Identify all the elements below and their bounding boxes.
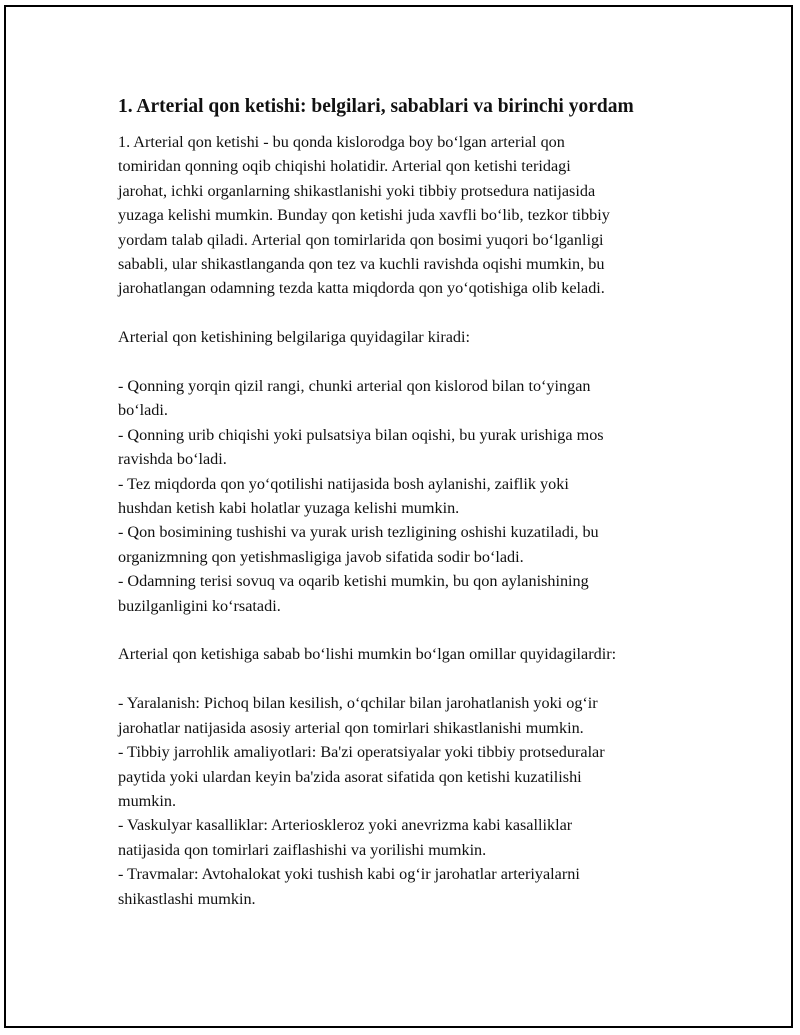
text-line: sababli, ular shikastlanganda qon tez va kuchli ravishda oqishi mumkin, bu [118,255,605,274]
list-item-line: bo‘ladi. [118,401,168,420]
list-item-line: - Yaralanish: Pichoq bilan kesilish, o‘qchilar bilan jarohatlanish yoki og‘ir [118,694,598,713]
list-item-line: - Qon bosimining tushishi va yurak urish tezligining oshishi kuzatiladi, bu [118,523,599,542]
signs-heading [118,325,700,349]
signs-list [118,374,700,618]
signs-heading-text: Arterial qon ketishining belgilariga quyidagilar kiradi: [118,328,470,347]
document-body [118,90,700,911]
list-item-line: organizmning qon yetishmasligiga javob sifatida sodir bo‘ladi. [118,547,524,566]
intro-paragraph [118,130,700,301]
list-item-line: mumkin. [118,791,177,810]
text-line: tomiridan qonning oqib chiqishi holatidir. Arterial qon ketishi teridagi [118,157,571,176]
list-item-line: - Qonning urib chiqishi yoki pulsatsiya bilan oqishi, bu yurak urishiga mos [118,425,604,444]
list-item-line: ravishda bo‘ladi. [118,450,227,469]
list-item-line: paytida yoki ulardan keyin ba'zida asorat sifatida qon ketishi kuzatilishi [118,767,582,786]
document-title: 1. Arterial qon ketishi: belgilari, sabablari va birinchi yordam [118,96,634,117]
list-item-line: hushdan ketish kabi holatlar yuzaga kelishi mumkin. [118,499,460,518]
list-item-line: - Vaskulyar kasalliklar: Arterioskleroz yoki anevrizma kabi kasalliklar [118,816,573,835]
list-item-line: jarohatlar natijasida asosiy arterial qon tomirlari shikastlanishi mumkin. [118,718,584,737]
causes-list [118,691,700,911]
list-item-line: - Odamning terisi sovuq va oqarib ketishi mumkin, bu qon aylanishining [118,572,589,591]
text-line: yuzaga kelishi mumkin. Bunday qon ketishi juda xavfli bo‘lib, tezkor tibbiy [118,206,610,225]
text-line: yordam talab qiladi. Arterial qon tomirlarida qon bosimi yuqori bo‘lganligi [118,230,604,249]
causes-heading-text: Arterial qon ketishiga sabab bo‘lishi mumkin bo‘lgan omillar quyidagilardir: [118,645,617,664]
text-line: jarohat, ichki organlarning shikastlanishi yoki tibbiy protsedura natijasida [118,181,596,200]
text-line: 1. Arterial qon ketishi - bu qonda kislorodga boy bo‘lgan arterial qon [118,133,565,151]
list-item-line: natijasida qon tomirlari zaiflashishi va yorilishi mumkin. [118,840,487,859]
causes-heading [118,642,700,666]
text-line: jarohatlangan odamning tezda katta miqdorda qon yo‘qotishiga olib keladi. [118,279,605,298]
list-item-line: - Qonning yorqin qizil rangi, chunki arterial qon kislorod bilan to‘yingan [118,377,591,396]
list-item-line: shikastlashi mumkin. [118,889,256,908]
list-item-line: - Tibbiy jarrohlik amaliyotlari: Ba'zi operatsiyalar yoki tibbiy protseduralar [118,743,605,762]
list-item-line: - Travmalar: Avtohalokat yoki tushish kabi og‘ir jarohatlar arteriyalarni [118,865,580,884]
list-item-line: buzilganligini ko‘rsatadi. [118,596,281,615]
list-item-line: - Tez miqdorda qon yo‘qotilishi natijasida bosh aylanishi, zaiflik yoki [118,474,569,493]
